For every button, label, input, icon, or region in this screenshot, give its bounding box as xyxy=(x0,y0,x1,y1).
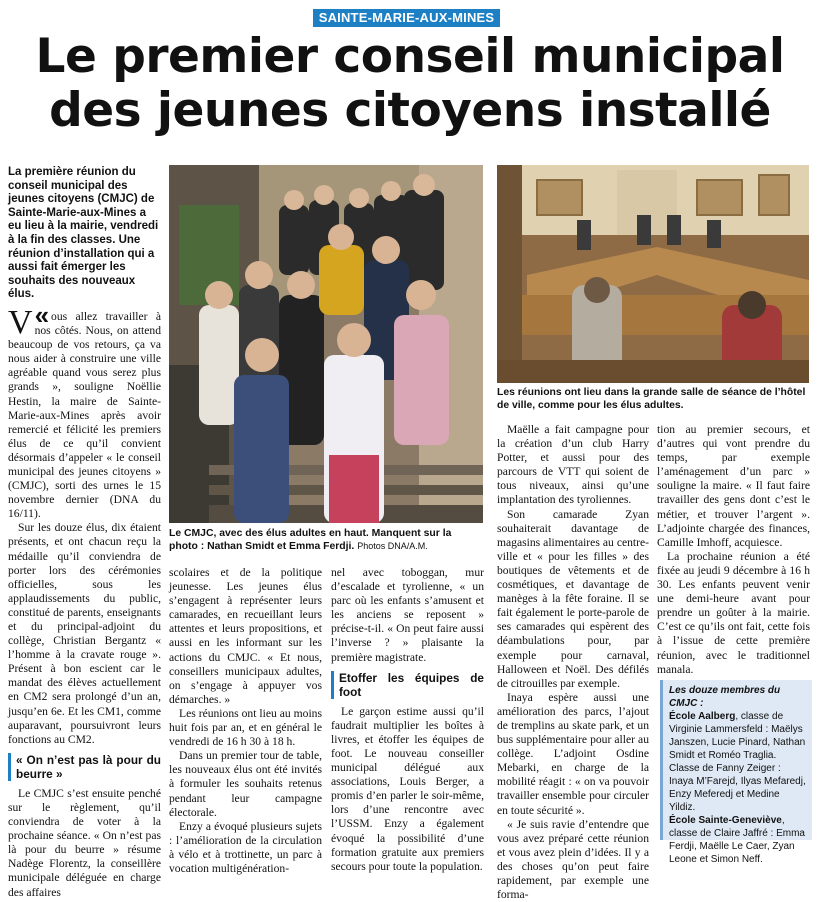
headline-line-2: des jeunes citoyens installé xyxy=(49,83,771,138)
paragraph: Les réunions ont lieu au moins huit fois par an, et en général le vendredi de 16 h 30 à 18 h. xyxy=(169,706,322,749)
paragraph: Son camarade Zyan souhaiterait davantage de magasins alimentaires au centre-ville et « pour les filles » des boutiques de vêtements et de cosmétiques, et davantage de manèges à la fête foraine. Il se fait également le porte-parole de ses camarades qui espèrent des déambulations pour, par exemple pour carnaval, Halloween et Noël. Des défilés de citrouilles par exemple. xyxy=(497,507,649,690)
group-photo xyxy=(169,165,483,523)
paragraph: Inaya espère aussi une amélioration des parcs, l’ajout de tremplins au skate park, et un bus supplémentaire pour aller au collège. L’adjoint Osdine Mebarki, en charge de la mobilité réagit : « on va pouvoir travailler ensemble pour circuler en toute sécurité ». xyxy=(497,690,649,817)
paragraph: Enzy a évoqué plusieurs sujets : l’amélioration de la circulation à vélo et à trottinette, un parc à vocation multigénération- xyxy=(169,819,322,875)
school-name: École Aalberg xyxy=(669,711,736,722)
council-chamber-image xyxy=(497,165,809,383)
section-kicker: SAINTE-MARIE-AUX-MINES xyxy=(313,9,500,27)
group-photo-caption-text: Le CMJC, avec des élus adultes en haut. Manquent sur la photo : Nathan Smidt et Emma Ferdji. xyxy=(169,528,452,552)
council-chamber-caption: Les réunions ont lieu dans la grande salle de séance de l’hôtel de ville, comme pour les élus adultes. xyxy=(497,387,806,411)
paragraph: Maëlle a fait campagne pour la création d’un club Harry Potter, et aussi pour des parcours de VTT qui soient de tous niveaux, ainsi qu’une implantation des tyroliennes. xyxy=(497,423,649,507)
members-school-1 xyxy=(669,710,806,762)
article-column-5 xyxy=(657,423,810,691)
members-school-2 xyxy=(669,814,806,866)
school-class-text: , classe de Virginie Lammersfeld : Maëlys Janszen, Lucie Pinard, Nathan Smidt et Roméo Traglia. xyxy=(669,711,806,761)
members-box-title: Les douze membres du CMJC : xyxy=(669,685,781,709)
group-photo-caption xyxy=(169,527,483,553)
paragraph: nel avec toboggan, mur d’escalade et tyrolienne, « un parc où les enfants s’amusent et les anciens se reposent » précise-t-il. « On peut faire aussi l’inverse ? » plaisante la première magistrate. xyxy=(331,566,484,664)
members-box xyxy=(660,680,812,865)
standfirst: La première réunion du conseil municipal des jeunes citoyens (CMJC) de Sainte-Marie-aux-Mines a eu lieu à la mairie, vendredi à la fin des classes. Une réunion d’installation qui a aussi fait émerger les souhaits des nouveaux élus. xyxy=(8,166,159,301)
article-column-2 xyxy=(169,566,322,876)
paragraph: tion au premier secours, et d’autres qui vont prendre du temps, par exemple l’aménagement d’un parc » souligne la maire. « Il faut faire travailler des gens dont c’est le métier, et trouver l’argent ». L’adjointe chargée des finances, Camille Imhoff, acquiesce. xyxy=(657,423,810,549)
headline xyxy=(0,30,820,138)
paragraph: Le CMJC s’est ensuite penché sur le règlement, qu’il conviendra de voter à la prochaine séance. « On n’est pas là pour du beurre » résume Nadège Florentz, la conseillère municipale déléguée en charge des affaires xyxy=(8,786,161,899)
paragraph xyxy=(8,299,161,521)
paragraph: Sur les douze élus, dix étaient présents, et ont chacun reçu la médaille qu’il conviendra de porter lors des cérémonies officielles, sous les applaudissements du public, constitué de parents, enseignants et du principal-adjoint du collège, Christian Bergantz « l’homme à la cravate rouge ». Présent à bon escient car le mandat des élèves actuellement en CM2 sera prolongé d’un an, jusqu’en 6e. Et les CM1, comme auparavant, poursuivront leurs fonctions au CM2. xyxy=(8,521,161,746)
paragraph: Le garçon estime aussi qu’il faudrait multiplier les boîtes à livres, et étoffer les équipes de foot. Le nouveau conseiller municipal délégué aux associations, Louis Berger, a promis d’en parler le soir-même, lors d’une rencontre avec l’USSM. Enzy a également évoqué la possibilité d’une formation gratuite aux premiers secours pour toute la population. xyxy=(331,704,484,873)
article-column-1 xyxy=(8,166,161,900)
opening-quote-mark: « xyxy=(34,299,50,330)
subheading: « On n’est pas là pour du beurre » xyxy=(8,753,161,781)
article-column-4 xyxy=(497,423,649,902)
headline-line-1: Le premier conseil municipal xyxy=(35,29,785,84)
paragraph-text: ous allez travailler à nos côtés. Nous, on attend beaucoup de vos retours, ça va nous aider à construire une ville agréable quand vous serez plus grands », souligne Noëllie Hestin, la maire de Sainte-Marie-aux-Mines après avoir remercié et félicité les premiers élus de ce qu’il convient désormais d’appeler « le conseil municipal des jeunes citoyens » (CMJC), sorti des urnes le 15 novembre dernier (DNA du 16/11). xyxy=(8,309,161,521)
paragraph: « Je suis ravie d’entendre que vous avez préparé cette réunion et vous avez plein d’idées. Il y a des choses qu’on peut faire rapidement, par exemple une forma- xyxy=(497,817,649,902)
article-column-3 xyxy=(331,566,484,874)
members-school-1-class-2: Classe de Fanny Zeiger : Inaya M’Farejd, Ilyas Mefaredj, Enzy Meferedj et Medine Yildiz. xyxy=(669,763,806,813)
photo-credit: Photos DNA/A.M. xyxy=(357,541,428,551)
council-chamber-photo xyxy=(497,165,809,383)
paragraph: scolaires et de la politique jeunesse. Les jeunes élus s’engagent à représenter leurs camarades, en recueillant leurs attentes et leurs propositions, et aussi en les informant sur les actions du CMJC. « Et nous, conseillers municipaux adultes, on s’engage à appuyer vos démarches. » xyxy=(169,566,322,706)
drop-cap: V xyxy=(8,303,33,341)
school-name: École Sainte-Geneviève xyxy=(669,815,782,826)
paragraph: Dans un premier tour de table, les nouveaux élus ont été invités à formuler les souhaits retenus pendant leur campagne électorale. xyxy=(169,749,322,819)
paragraph: La prochaine réunion a été fixée au jeudi 9 décembre à 16 h 30. Les enfants peuvent venir une demi-heure avant pour prendre un goûter à la mairie. C’est ce qu’ils ont fait, cette fois à l’issue de cette première réunion, avec le traditionnel manala. xyxy=(657,549,810,676)
subheading: Etoffer les équipes de foot xyxy=(331,671,484,699)
group-photo-image xyxy=(169,165,483,523)
school-class-text: , classe de Claire Jaffré : Emma Ferdji, Maëlle Le Caer, Zyan Leone et Simon Neff. xyxy=(669,815,805,865)
